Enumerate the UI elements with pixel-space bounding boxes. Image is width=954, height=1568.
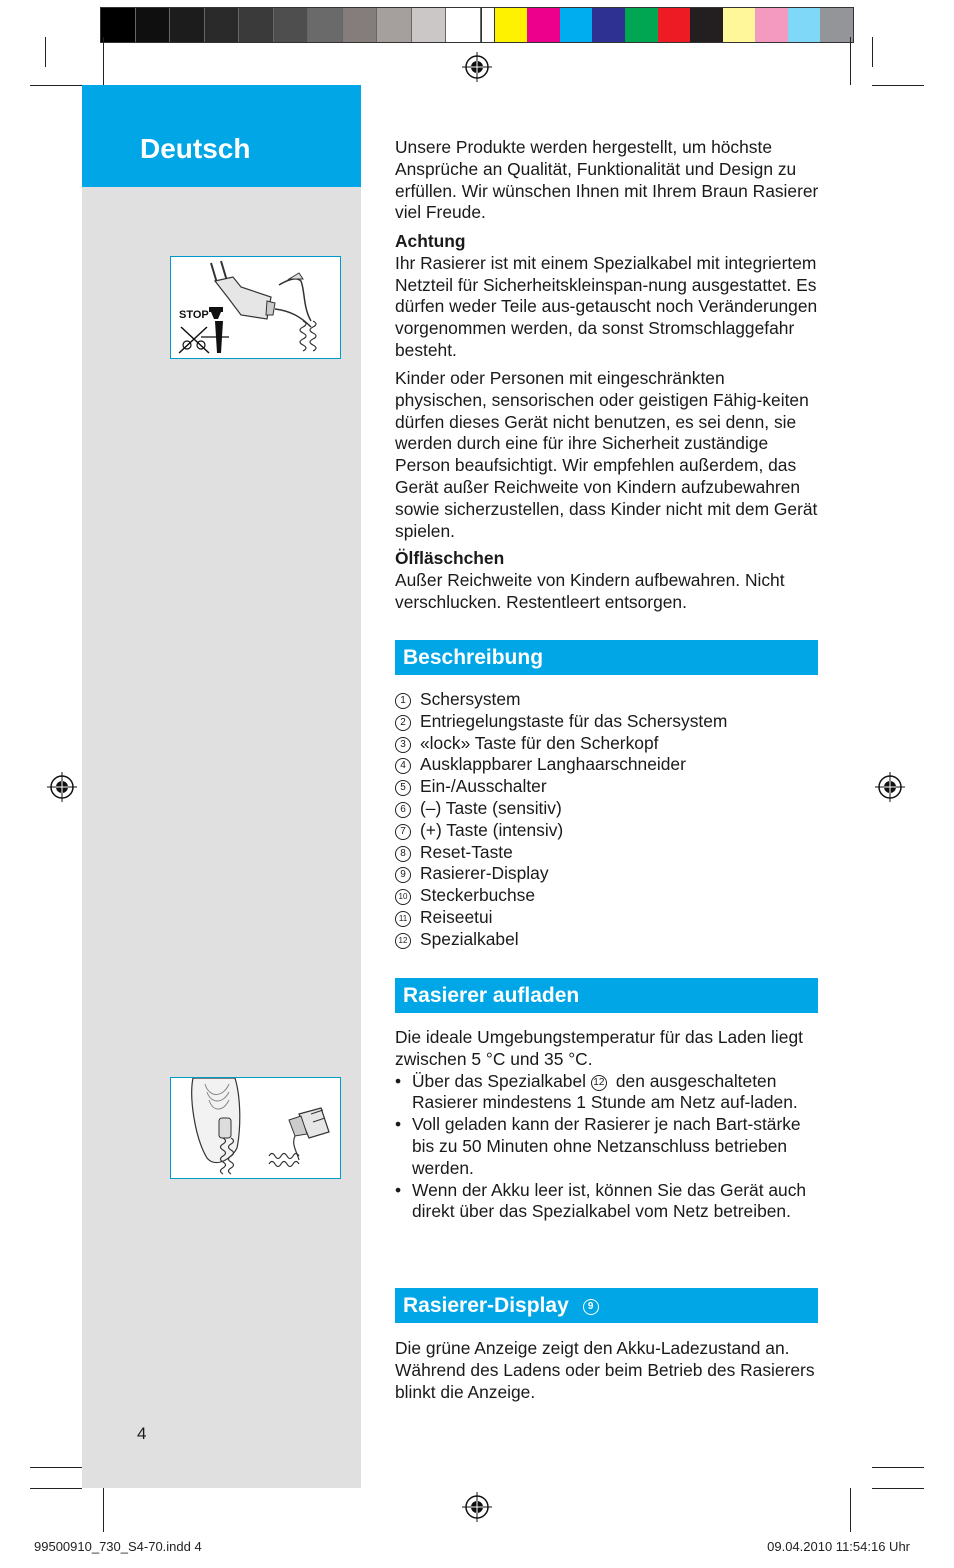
item-number: 7 <box>395 824 411 840</box>
crop-mark <box>872 1488 924 1489</box>
color-swatch <box>560 8 593 42</box>
item-label: Rasierer-Display <box>420 863 549 884</box>
description-item <box>395 754 820 776</box>
figure-cable-warning <box>170 256 341 359</box>
description-item <box>395 929 820 951</box>
achtung-text: Ihr Rasierer ist mit einem Spezialkabel mit integriertem Netzteil für Sicherheitskleinspan-nung ausgestattet. Es dürfen weder Teile aus-getauscht noch Veränderungen vorgenommen werden, da sonst Stromschlaggefahr besteht. <box>395 252 818 360</box>
color-swatch <box>412 8 447 42</box>
item-label: Ausklappbarer Langhaarschneider <box>420 754 686 775</box>
stop-label: STOP <box>179 309 209 321</box>
description-item <box>395 842 820 864</box>
charging-bullet: • Wenn der Akku leer ist, können Sie das Gerät auch direkt über das Spezialkabel vom Netz betreiben. <box>395 1179 807 1222</box>
charging-bullet: • Voll geladen kann der Rasierer je nach Bart-stärke bis zu 50 Minuten ohne Netzanschluss betrieben werden. <box>395 1114 801 1178</box>
title-box <box>82 85 361 187</box>
figure-charging <box>170 1077 341 1179</box>
page-title: Deutsch <box>140 133 251 164</box>
kinder-text: Kinder oder Personen mit eingeschränkten physischen, sensorischen oder geistigen Fähig-keiten dürfen dieses Gerät nicht benutzen, es sei denn, sie werden durch eine für ihre Sicherheit zuständige Person beaufsichtigt. Wir empfehlen außerdem, das Gerät außer Reichweite von Kindern aufzubewahren sowie sicherzustellen, dass Kinder nicht mit dem Gerät spielen. <box>395 368 818 541</box>
oel-text: Außer Reichweite von Kindern aufbewahren. Nicht verschlucken. Restentleert entsorgen. <box>395 569 785 612</box>
color-swatch <box>136 8 171 42</box>
section-heading-display: Rasierer-Display 9 <box>395 1288 818 1323</box>
crop-mark <box>30 1488 82 1489</box>
crop-mark <box>103 37 104 85</box>
color-swatch <box>343 8 378 42</box>
color-swatch <box>527 8 560 42</box>
description-item <box>395 733 820 755</box>
color-swatch <box>308 8 343 42</box>
description-item <box>395 776 820 798</box>
color-swatch <box>625 8 658 42</box>
item-label: (–) Taste (sensitiv) <box>420 797 562 818</box>
crop-mark <box>872 1467 924 1468</box>
intro-text: Unsere Produkte werden hergestellt, um höchste Ansprüche an Qualität, Funktionalität und Design zu erfüllen. Wir wünschen Ihnen mit Ihrem Braun Rasierer viel Freude. <box>395 137 819 223</box>
item-number: 8 <box>395 846 411 862</box>
color-swatch <box>205 8 240 42</box>
crop-mark <box>30 85 82 86</box>
description-item <box>395 863 820 885</box>
color-swatch <box>101 8 136 42</box>
description-item <box>395 885 820 907</box>
registration-mark-icon <box>462 52 492 82</box>
display-section <box>395 1338 820 1403</box>
item-label: Reiseetui <box>420 906 493 927</box>
description-item <box>395 711 820 733</box>
description-item <box>395 798 820 820</box>
print-color-bar <box>100 7 854 43</box>
color-swatch <box>495 8 528 42</box>
description-item <box>395 689 820 711</box>
crop-mark <box>872 37 873 67</box>
description-list <box>395 689 820 951</box>
shaver-charging-illustration-icon <box>171 1078 341 1179</box>
color-swatch <box>755 8 788 42</box>
crop-mark <box>872 85 924 86</box>
children-warning <box>395 368 820 542</box>
item-label: Steckerbuchse <box>420 885 536 906</box>
charging-section <box>395 1027 820 1223</box>
item-number: 12 <box>395 933 411 949</box>
color-swatch <box>690 8 723 42</box>
charging-bullet: • Über das Spezialkabel 12 den ausgeschalteten Rasierer mindestens 1 Stunde am Netz auf-laden. <box>395 1070 798 1113</box>
oel-heading: Ölfläschchen <box>395 548 505 568</box>
color-swatch <box>377 8 412 42</box>
warning-section <box>395 231 820 362</box>
item-label: Ein-/Ausschalter <box>420 776 547 797</box>
color-swatch <box>788 8 821 42</box>
item-label: Spezialkabel <box>420 928 519 949</box>
registration-mark-icon <box>875 772 905 802</box>
item-number: 10 <box>395 889 411 905</box>
color-swatch <box>239 8 274 42</box>
section-heading-aufladen: Rasierer aufladen <box>395 978 818 1013</box>
item-label: Reset-Taste <box>420 841 513 862</box>
item-label: Entriegelungstaste für das Schersystem <box>420 710 728 731</box>
ref-number: 12 <box>591 1075 607 1091</box>
item-number: 11 <box>395 911 411 927</box>
registration-mark-icon <box>47 772 77 802</box>
description-item <box>395 907 820 929</box>
color-swatch <box>446 8 481 42</box>
item-number: 3 <box>395 737 411 753</box>
item-label: Schersystem <box>420 689 521 709</box>
item-label: «lock» Taste für den Scherkopf <box>420 732 659 753</box>
item-number: 1 <box>395 693 411 709</box>
display-text: Die grüne Anzeige zeigt den Akku-Ladezustand an. Während des Ladens oder beim Betrieb des Rasierers blinkt die Anzeige. <box>395 1338 815 1402</box>
achtung-heading: Achtung <box>395 231 466 251</box>
description-item <box>395 820 820 842</box>
item-number: 6 <box>395 802 411 818</box>
color-swatch <box>274 8 309 42</box>
color-swatch <box>658 8 691 42</box>
crop-mark <box>850 37 851 85</box>
color-bar-gap <box>481 8 495 42</box>
charging-intro: Die ideale Umgebungstemperatur für das Laden liegt zwischen 5 °C und 35 °C. <box>395 1027 803 1069</box>
item-number: 5 <box>395 780 411 796</box>
item-number: 2 <box>395 715 411 731</box>
section-heading-beschreibung: Beschreibung <box>395 640 818 675</box>
crop-mark <box>103 1488 104 1532</box>
intro-paragraph <box>395 137 820 224</box>
color-swatch <box>820 8 853 42</box>
color-swatch <box>592 8 625 42</box>
crop-mark <box>45 37 46 67</box>
crop-mark <box>30 1467 82 1468</box>
footer-file-info: 99500910_730_S4-70.indd 4 <box>34 1539 202 1554</box>
oil-section <box>395 548 820 613</box>
color-swatch <box>170 8 205 42</box>
item-number: 4 <box>395 758 411 774</box>
page-number: 4 <box>137 1424 147 1443</box>
registration-mark-icon <box>462 1492 492 1522</box>
ref-number: 9 <box>583 1299 599 1315</box>
item-number: 9 <box>395 867 411 883</box>
crop-mark <box>850 1488 851 1532</box>
plug-cable-illustration-icon <box>171 257 341 359</box>
footer-timestamp: 09.04.2010 11:54:16 Uhr <box>767 1539 910 1554</box>
item-label: (+) Taste (intensiv) <box>420 819 564 840</box>
color-swatch <box>723 8 756 42</box>
